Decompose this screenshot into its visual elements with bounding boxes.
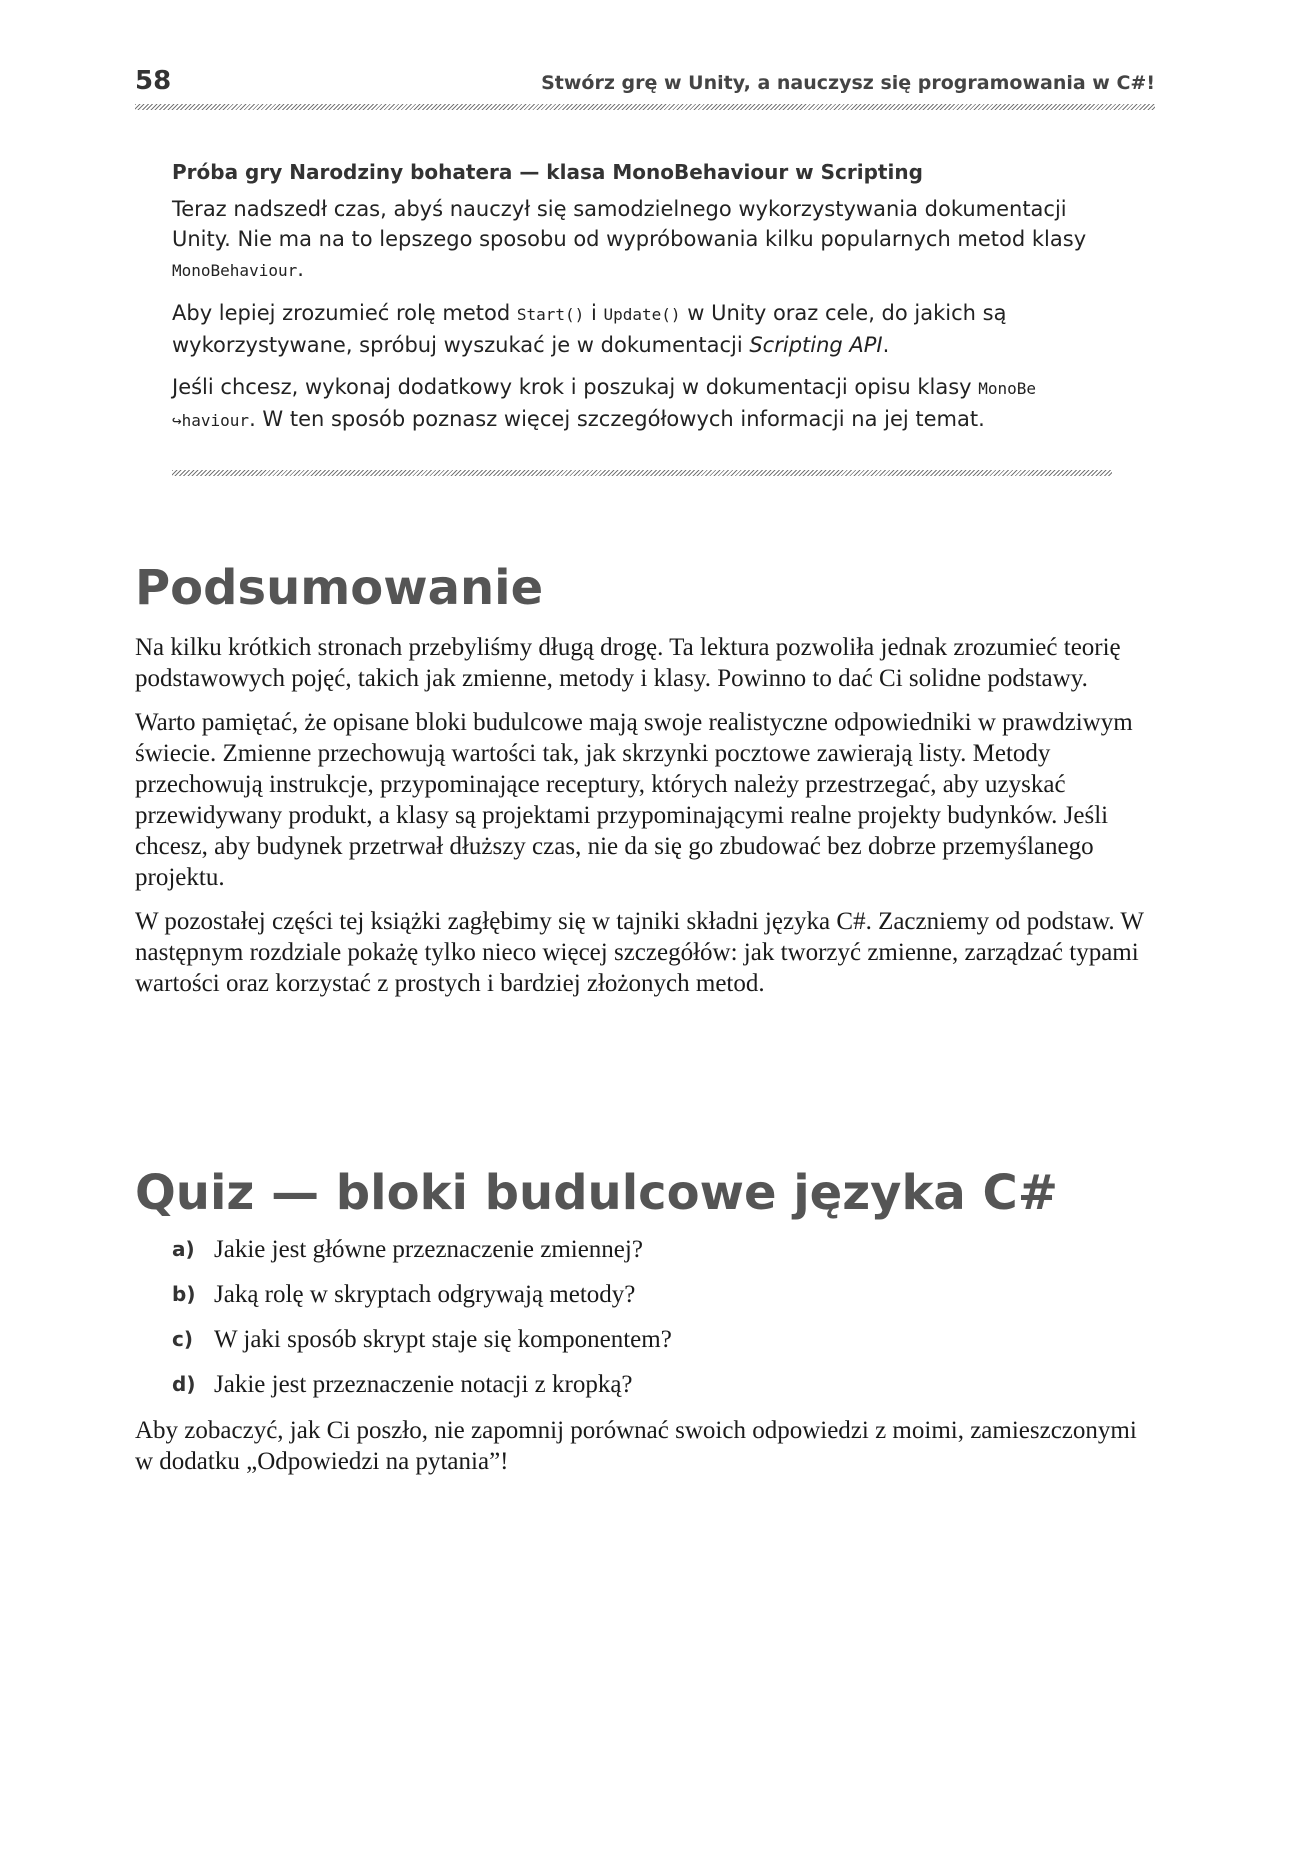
quiz-item (172, 1279, 1152, 1310)
inline-code: Start() (516, 305, 585, 324)
paragraph: W pozostałej części tej książki zagłębimy się w tajniki składni języka C#. Zaczniemy od podstaw. W następnym rozdziale pokażę tylko nieco więcej szczegółów: jak tworzyć zmienne, zarządzać typami wartości oraz korzystać z prostych i bardziej złożonych metod. (135, 908, 1144, 997)
section-heading-summary: Podsumowanie (135, 560, 544, 616)
page-number: 58 (135, 66, 172, 96)
quiz-item (172, 1234, 1152, 1265)
quiz-list (172, 1234, 1152, 1414)
quiz-item-letter: c) (172, 1327, 193, 1351)
inline-code: MonoBehaviour (172, 261, 298, 280)
quiz-closing (135, 1415, 1155, 1490)
text-run: . W ten sposób poznasz więcej szczegółowych informacji na jej temat. (249, 407, 985, 431)
emphasis-text: Scripting API (749, 333, 883, 357)
paragraph: Warto pamiętać, że opisane bloki budulcowe mają swoje realistyczne odpowiedniki w prawdziwym świecie. Zmienne przechowują wartości tak, jak skrzynki pocztowe zawierają listy. Metody przechowują instrukcje, przypominające receptury, których należy przestrzegać, aby uzyskać przewidywany produkt, a klasy są projektami przypominającymi realne projekty budynków. Jeśli chcesz, aby budynek przetrwał dłuższy czas, nie da się go zbudować bez dobrze przemyślanego projektu. (135, 709, 1133, 891)
try-it-paragraph (172, 194, 1112, 286)
text-run: Jeśli chcesz, wykonaj dodatkowy krok i poszukaj w dokumentacji opisu klasy (172, 375, 979, 399)
inline-code: ↪haviour (172, 411, 250, 430)
try-it-title: Próba gry Narodziny bohatera — klasa MonoBehaviour w Scripting (172, 160, 923, 184)
paragraph: Na kilku krótkich stronach przebyliśmy długą drogę. Ta lektura pozwoliła jednak zrozumieć teorię podstawowych pojęć, takich jak zmienne, metody i klasy. Powinno to dać Ci solidne podstawy. (135, 634, 1121, 692)
try-it-divider (172, 470, 1112, 476)
running-title: Stwórz grę w Unity, a nauczysz się programowania w C#! (541, 72, 1155, 94)
page-header (135, 66, 1155, 106)
text-run: w Unity oraz cele, do jakich są wykorzystywane, spróbuj wyszukać je w dokumentacji (172, 301, 1007, 357)
summary-body (135, 632, 1155, 1012)
header-divider (135, 104, 1155, 110)
quiz-item (172, 1369, 1152, 1400)
text-run: Teraz nadszedł czas, abyś nauczył się samodzielnego wykorzystywania dokumentacji Unity. Nie ma na to lepszego sposobu od wypróbowania kilku popularnych metod klasy (172, 197, 1087, 251)
quiz-item (172, 1324, 1152, 1355)
text-run: . (882, 333, 890, 357)
try-it-paragraph (172, 298, 1112, 360)
quiz-item-text: W jaki sposób skrypt staje się komponentem? (214, 1326, 672, 1353)
paragraph: Aby zobaczyć, jak Ci poszło, nie zapomnij porównać swoich odpowiedzi z moimi, zamieszczonymi w dodatku „Odpowiedzi na pytania”! (135, 1417, 1137, 1475)
section-heading-quiz: Quiz — bloki budulcowe języka C# (135, 1165, 1058, 1221)
quiz-item-text: Jaką rolę w skryptach odgrywają metody? (214, 1281, 636, 1308)
text-run: . (297, 257, 304, 281)
quiz-item-letter: a) (172, 1237, 195, 1261)
inline-code: MonoBe (978, 379, 1037, 398)
try-it-box (172, 160, 1112, 448)
inline-code: Update() (603, 305, 681, 324)
quiz-item-letter: d) (172, 1372, 196, 1396)
quiz-item-text: Jakie jest główne przeznaczenie zmiennej? (214, 1236, 643, 1263)
quiz-item-text: Jakie jest przeznaczenie notacji z kropką? (214, 1371, 633, 1398)
quiz-item-letter: b) (172, 1282, 196, 1306)
try-it-paragraph (172, 372, 1112, 436)
text-run: Aby lepiej zrozumieć rolę metod (172, 301, 517, 325)
text-run: i (584, 301, 604, 325)
